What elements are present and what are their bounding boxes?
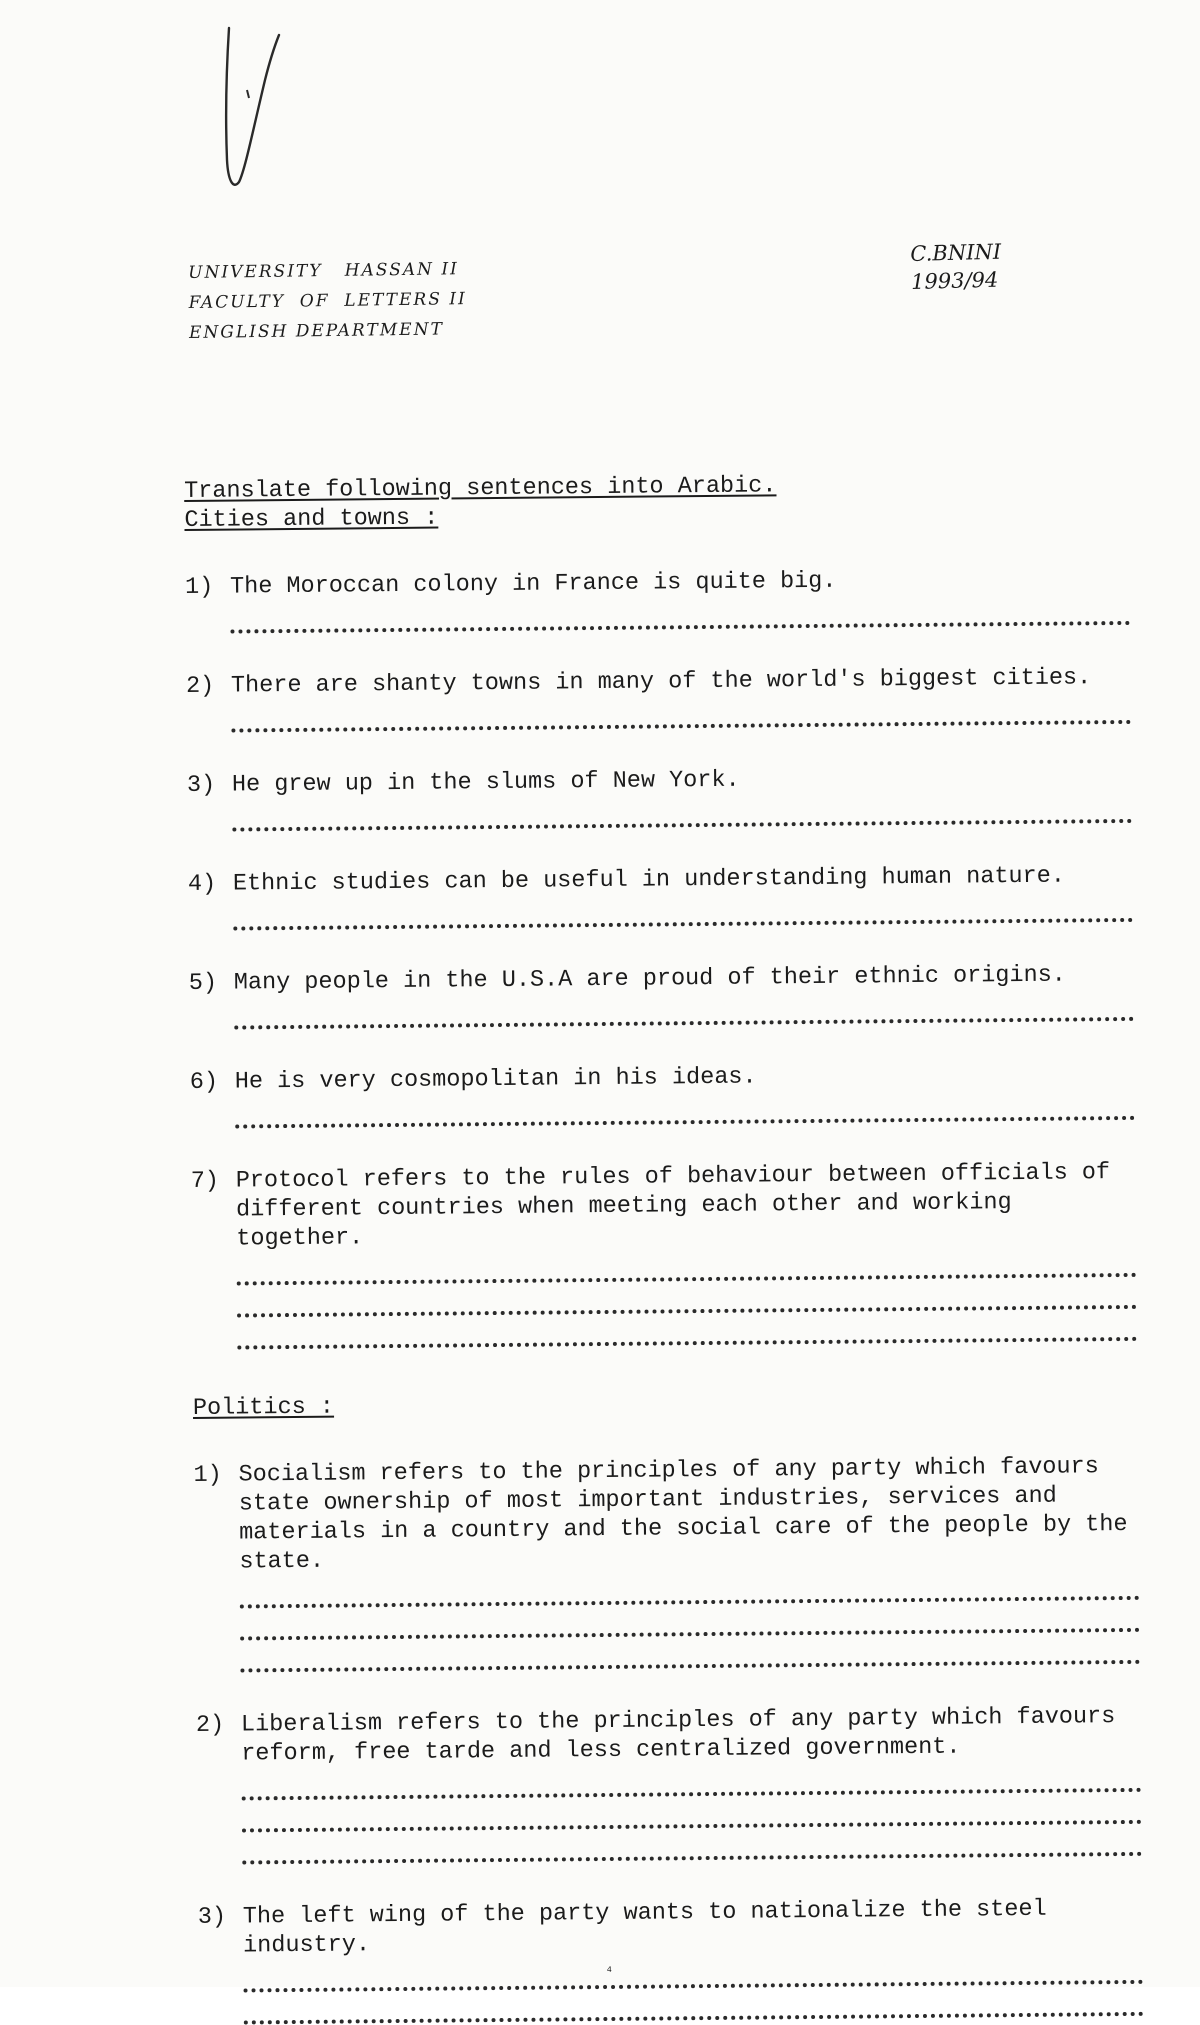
sentence-text: Protocol refers to the rules of behaviour between officials of different countries when meeting each other and working together.	[235, 1159, 1125, 1253]
item-number: 6)	[189, 1068, 219, 1096]
item-number: 4)	[187, 870, 217, 898]
item-number: 3)	[186, 771, 216, 799]
item-number: 2)	[185, 672, 215, 700]
header-university: UNIVERSITY HASSAN II	[188, 259, 459, 283]
instruction-heading: Translate following sentences into Arabic.	[184, 472, 777, 505]
sentence-text: He is very cosmopolitan in his ideas.	[234, 1063, 757, 1096]
sections-container	[184, 497, 1144, 2025]
sentence-item	[185, 564, 1131, 634]
sentence-text: Liberalism refers to the principles of any party which favours reform, free tarde and less centralized government.	[240, 1702, 1130, 1768]
item-body	[241, 1702, 1142, 1865]
item-body	[233, 861, 1134, 931]
academic-year: 1993/94	[910, 267, 999, 294]
item-number: 3)	[197, 1903, 227, 1931]
sentence-text: The Moroccan colony in France is quite big.	[229, 567, 837, 601]
sentence-text: He grew up in the slums of New York.	[231, 766, 740, 799]
sentence-item	[189, 960, 1135, 1030]
header-department: ENGLISH DEPARTMENT	[188, 319, 444, 343]
handwritten-check-mark	[215, 20, 285, 200]
sentence-text: Many people in the U.S.A are proud of their ethnic origins.	[233, 961, 1066, 997]
item-number: 1)	[193, 1461, 222, 1489]
item-body	[234, 960, 1135, 1030]
item-number: 1)	[184, 573, 214, 601]
item-body	[243, 1894, 1144, 2025]
section-title: Politics :	[192, 1393, 335, 1422]
institution-header	[188, 254, 467, 348]
item-body	[232, 762, 1133, 832]
page-mark: ⁴	[605, 1965, 614, 1981]
sentence-text: There are shanty towns in many of the world's biggest cities.	[230, 664, 1092, 700]
item-body	[236, 1158, 1138, 1350]
header-faculty: FACULTY OF LETTERS II	[188, 289, 467, 313]
sentence-item	[186, 663, 1132, 733]
exercise-content	[184, 468, 1144, 2025]
sentence-item	[196, 1702, 1142, 1865]
section-0	[184, 497, 1137, 1350]
item-number: 2)	[195, 1711, 225, 1739]
item-body	[231, 663, 1132, 733]
sentence-text: Ethnic studies can be useful in understanding human nature.	[232, 862, 1066, 898]
section-title: Cities and towns :	[184, 504, 439, 534]
sentence-item	[187, 762, 1133, 832]
sentence-text: Socialism refers to the principles of any party which favours state ownership of most important industries, services and materials in a country and the social care of the people by the state.	[238, 1453, 1142, 1576]
item-number: 5)	[188, 969, 218, 997]
item-body	[238, 1452, 1140, 1673]
sentence-item	[198, 1894, 1144, 2025]
sentence-item	[188, 861, 1134, 931]
sentence-item	[190, 1059, 1136, 1129]
sentence-text: The left wing of the party wants to nationalize the steel industry.	[242, 1895, 1061, 1960]
item-body	[230, 564, 1131, 634]
author-name: C.BNINI	[910, 239, 1002, 266]
item-body	[235, 1059, 1136, 1129]
sentence-item	[193, 1452, 1140, 1673]
author-block	[910, 238, 1002, 296]
item-number: 7)	[190, 1167, 220, 1195]
sentence-item	[191, 1158, 1138, 1350]
section-1	[193, 1385, 1144, 2025]
